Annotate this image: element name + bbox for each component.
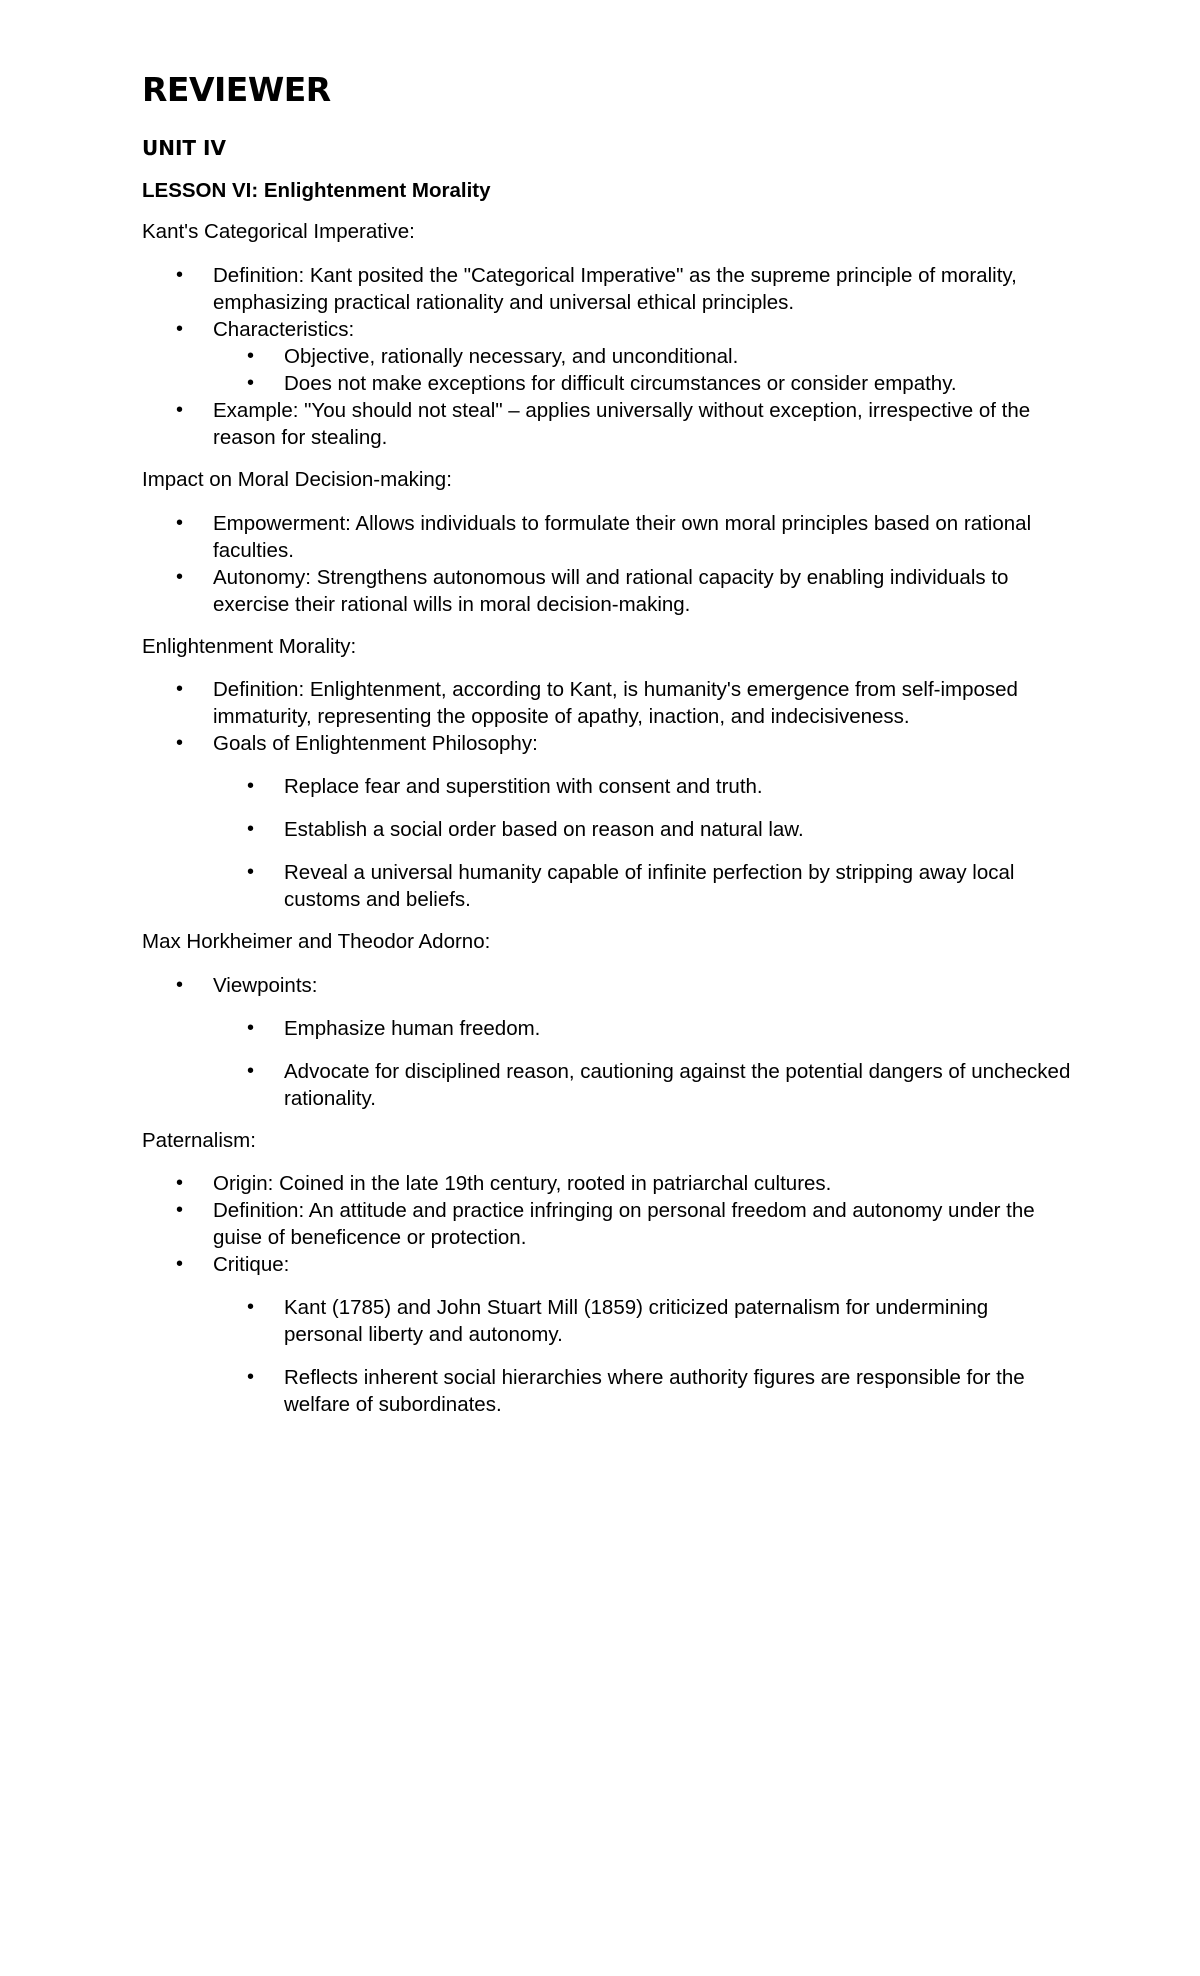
list-item: • Advocate for disciplined reason, cautioning against the potential dangers of unchecked rationality.	[142, 1058, 1072, 1112]
section-heading-kant: Kant's Categorical Imperative:	[142, 220, 415, 244]
kant-list	[142, 262, 1072, 451]
characteristics-list	[142, 343, 1072, 397]
list-item: • Reveal a universal humanity capable of infinite perfection by stripping away local customs and beliefs.	[142, 859, 1072, 913]
nested-list-container	[142, 1015, 1072, 1112]
impact-list	[142, 510, 1072, 618]
section-heading-paternalism: Paternalism:	[142, 1128, 256, 1152]
list-item: • Empowerment: Allows individuals to formulate their own moral principles based on rational faculties.	[142, 510, 1072, 564]
list-item	[142, 316, 1072, 343]
list-item: • Reflects inherent social hierarchies where authority figures are responsible for the welfare of subordinates.	[142, 1364, 1072, 1418]
list-item: • Goals of Enlightenment Philosophy:	[142, 730, 1072, 757]
list-item: • Does not make exceptions for difficult circumstances or consider empathy.	[142, 370, 1072, 397]
list-item: • Example: "You should not steal" – applies universally without exception, irrespective of the reason for stealing.	[142, 397, 1072, 451]
list-item-label: Characteristics:	[213, 317, 355, 341]
critique-list	[142, 1294, 1072, 1418]
section-heading-impact: Impact on Moral Decision-making:	[142, 467, 452, 491]
unit-heading: UNIT IV	[142, 135, 226, 160]
list-item: • Autonomy: Strengthens autonomous will and rational capacity by enabling individuals to exercise their rational wills in moral decision-making.	[142, 564, 1072, 618]
section-heading-horkheimer: Max Horkheimer and Theodor Adorno:	[142, 930, 491, 954]
nested-list-container	[142, 773, 1072, 913]
list-item: • Emphasize human freedom.	[142, 1015, 1072, 1042]
viewpoints-list	[142, 1015, 1072, 1112]
nested-list-container	[142, 343, 1072, 397]
document-title: REVIEWER	[142, 70, 331, 109]
list-item: • Objective, rationally necessary, and unconditional.	[142, 343, 1072, 370]
nested-list-container	[142, 1294, 1072, 1418]
list-item: • Definition: Kant posited the "Categorical Imperative" as the supreme principle of morality, emphasizing practical rationality and universal ethical principles.	[142, 262, 1072, 316]
list-item: • Replace fear and superstition with consent and truth.	[142, 773, 1072, 800]
list-item: • Definition: Enlightenment, according to Kant, is humanity's emergence from self-imposed immaturity, representing the opposite of apathy, inaction, and indecisiveness.	[142, 676, 1072, 730]
list-item: • Establish a social order based on reason and natural law.	[142, 816, 1072, 843]
list-item: • Kant (1785) and John Stuart Mill (1859) criticized paternalism for undermining personal liberty and autonomy.	[142, 1294, 1072, 1348]
horkheimer-list	[142, 972, 1072, 1112]
goals-list	[142, 773, 1072, 913]
list-item: • Viewpoints:	[142, 972, 1072, 999]
paternalism-list	[142, 1170, 1072, 1418]
list-item: • Origin: Coined in the late 19th century, rooted in patriarchal cultures.	[142, 1170, 1072, 1197]
list-item: • Definition: An attitude and practice infringing on personal freedom and autonomy under the guise of beneficence or protection.	[142, 1197, 1072, 1251]
list-item: • Critique:	[142, 1251, 1072, 1278]
lesson-heading: LESSON VI: Enlightenment Morality	[142, 178, 491, 202]
enlightenment-list	[142, 676, 1072, 913]
section-heading-enlightenment: Enlightenment Morality:	[142, 634, 357, 658]
document-page	[142, 70, 1072, 1434]
